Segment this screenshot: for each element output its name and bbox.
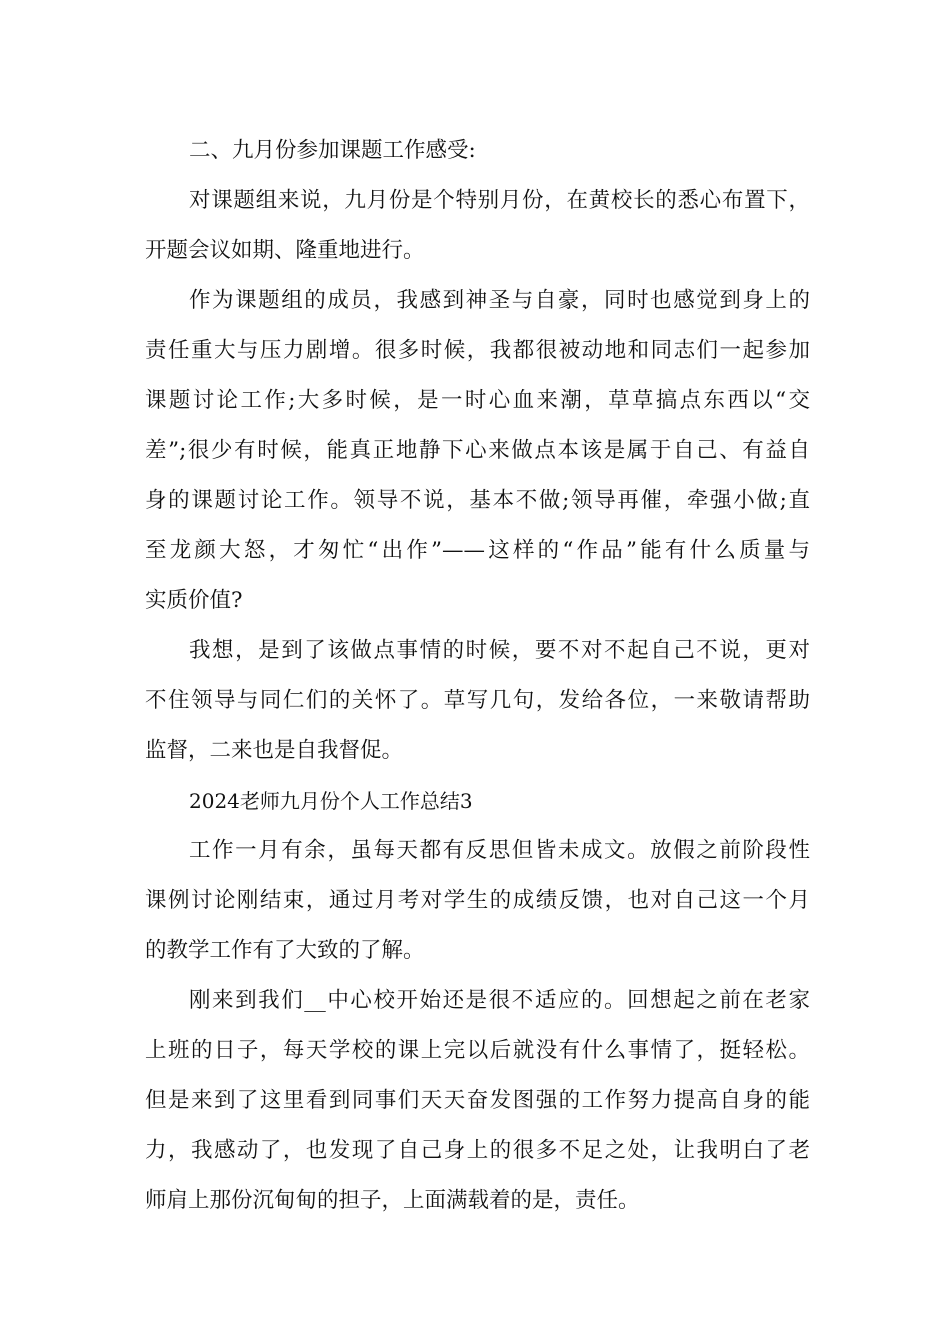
paragraph-line: 责任重大与压力剧增。很多时候，我都很被动地和同志们一起参加 (145, 338, 810, 363)
paragraph-line: 身的课题讨论工作。领导不说，基本不做;领导再催，牵强小做;直 (145, 488, 810, 513)
section-title: 2024老师九月份个人工作总结3 (189, 789, 473, 813)
paragraph-line: 差”;很少有时候，能真正地静下心来做点本该是属于自己、有益自 (145, 438, 810, 463)
paragraph-line: 课例讨论刚结束，通过月考对学生的成绩反馈，也对自己这一个月 (145, 888, 810, 913)
section-heading: 二、九月份参加课题工作感受: (189, 138, 476, 163)
paragraph-line: 上班的日子，每天学校的课上完以后就没有什么事情了，挺轻松。 (145, 1038, 810, 1063)
paragraph-line: 工作一月有余，虽每天都有反思但皆未成文。放假之前阶段性 (189, 838, 810, 863)
paragraph-line: 课题讨论工作;大多时候，是一时心血来潮，草草搞点东西以“交 (145, 388, 810, 413)
paragraph-line: 师肩上那份沉甸甸的担子，上面满载着的是，责任。 (145, 1188, 640, 1213)
paragraph-line: 的教学工作有了大致的了解。 (145, 938, 425, 963)
paragraph-line: 实质价值? (145, 588, 243, 613)
paragraph-line: 不住领导与同仁们的关怀了。草写几句，发给各位，一来敬请帮助 (145, 688, 810, 713)
paragraph-line: 至龙颜大怒，才匆忙“出作”——这样的“作品”能有什么质量与 (145, 538, 810, 563)
paragraph-line: 监督，二来也是自我督促。 (145, 738, 404, 763)
paragraph-line: 对课题组来说，九月份是个特别月份，在黄校长的悉心布置下， (189, 188, 810, 213)
paragraph-line: 开题会议如期、隆重地进行。 (145, 238, 425, 263)
paragraph-line: 作为课题组的成员，我感到神圣与自豪，同时也感觉到身上的 (189, 288, 810, 313)
paragraph-line: 但是来到了这里看到同事们天天奋发图强的工作努力提高自身的能 (145, 1088, 810, 1113)
paragraph-line: 力，我感动了，也发现了自己身上的很多不足之处，让我明白了老 (145, 1138, 810, 1163)
paragraph-line: 刚来到我们__中心校开始还是很不适应的。回想起之前在老家 (189, 988, 810, 1013)
paragraph-line: 我想，是到了该做点事情的时候，要不对不起自己不说，更对 (189, 638, 810, 663)
